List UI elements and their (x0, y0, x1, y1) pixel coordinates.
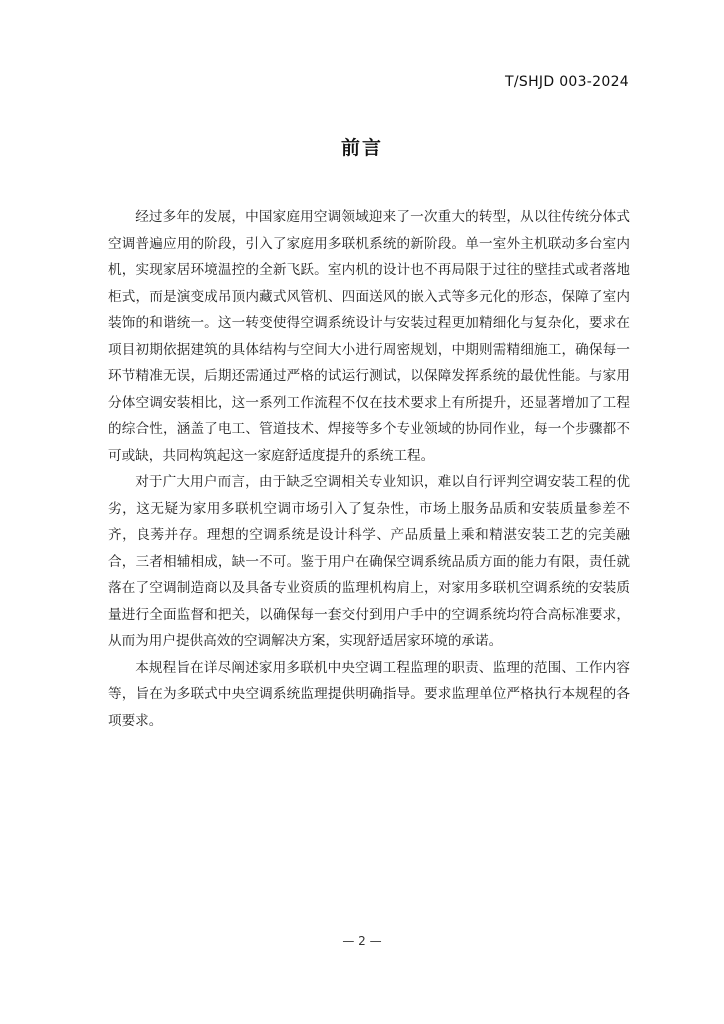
body-text (108, 204, 630, 734)
page-title: 前言 (340, 137, 383, 159)
document-code: T/SHJD 003-2024 (505, 74, 629, 90)
page-number: — 2 — (342, 934, 382, 948)
paragraph-1: 经过多年的发展，中国家庭用空调领域迎来了一次重大的转型，从以往传统分体式空调普遍应用的阶段，引入了家庭用多联机系统的新阶段。单一室外主机联动多台室内机，实现家居环境温控的全新飞跃。室内机的设计也不再局限于过往的壁挂式或者落地柜式，而是演变成吊顶内藏式风管机、四面送风的嵌入式等多元化的形态，保障了室内装饰的和谐统一。这一转变使得空调系统设计与安装过程更加精细化与复杂化，要求在项目初期依据建筑的具体结构与空间大小进行周密规划，中期则需精细施工，确保每一环节精准无误，后期还需通过严格的试运行测试，以保障发挥系统的最优性能。与家用分体空调安装相比，这一系列工作流程不仅在技术要求上有所提升，还显著增加了工程的综合性，涵盖了电工、管道技术、焊接等多个专业领域的协同作业，每一个步骤都不可或缺，共同构筑起这一家庭舒适度提升的系统工程。 (108, 209, 630, 464)
paragraph-3: 本规程旨在详尽阐述家用多联机中央空调工程监理的职责、监理的范围、工作内容等，旨在为多联式中央空调系统监理提供明确指导。要求监理单位严格执行本规程的各项要求。 (108, 659, 630, 729)
paragraph-2: 对于广大用户而言，由于缺乏空调相关专业知识，难以自行评判空调安装工程的优劣，这无疑为家用多联机空调市场引入了复杂性，市场上服务品质和安装质量参差不齐，良莠并存。理想的空调系统是设计科学、产品质量上乘和精湛安装工艺的完美融合，三者相辅相成，缺一不可。鉴于用户在确保空调系统品质方面的能力有限，责任就落在了空调制造商以及具备专业资质的监理机构肩上，对家用多联机空调系统的安装质量进行全面监督和把关，以确保每一套交付到用户手中的空调系统均符合高标准要求，从而为用户提供高效的空调解决方案，实现舒适居家环境的承诺。 (108, 474, 630, 649)
